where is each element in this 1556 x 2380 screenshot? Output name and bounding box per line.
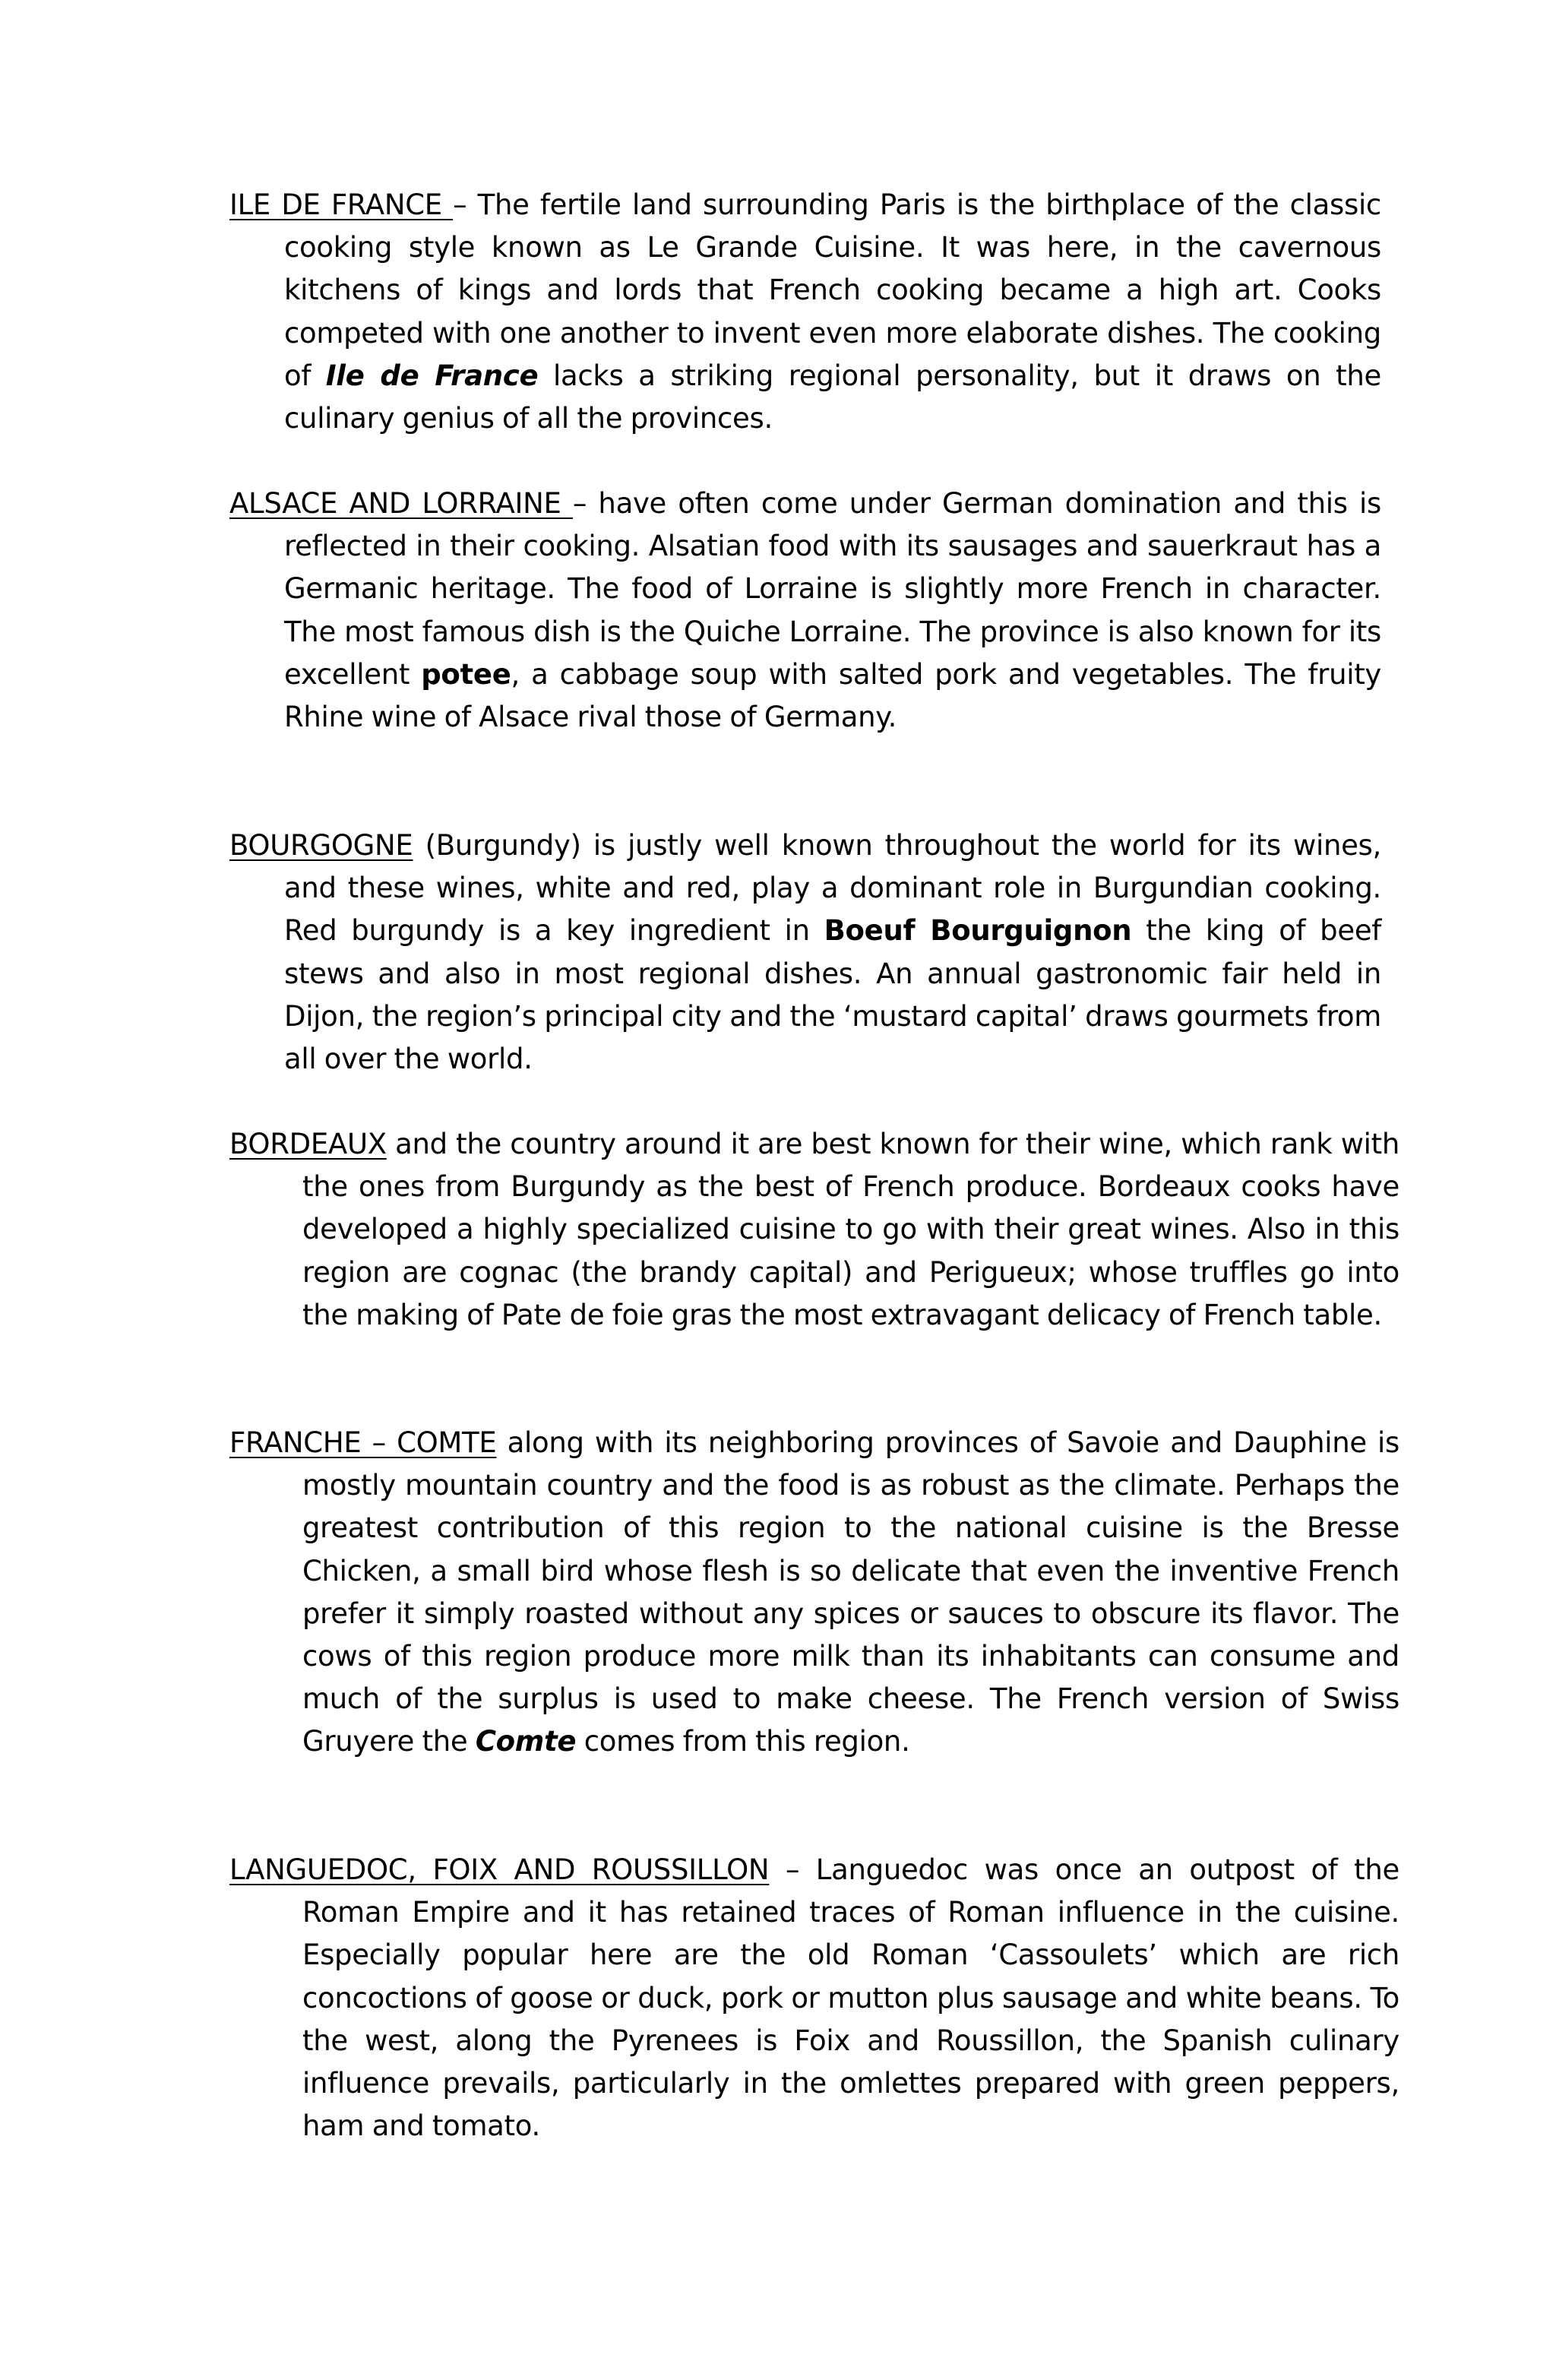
section-text: – Languedoc was once an outpost of the Roman Empire and it has retained traces of Roman influence in the cuisine. Especially popular here are the old Roman ‘Cassoulets’ which are rich concoctions of goose or duck, pork or mutton plus sausage and white beans. To the west, along the Pyrenees is Foix and Roussillon, the Spanish culinary influence prevails, particularly in the omlettes prepared with green peppers, ham and tomato. — [302, 1853, 1399, 2143]
section-heading: LANGUEDOC, FOIX AND ROUSSILLON — [229, 1853, 770, 1886]
section-text: comes from this region. — [576, 1725, 910, 1758]
section-heading: BOURGOGNE — [229, 829, 413, 862]
section-emphasis: Comte — [475, 1725, 577, 1758]
section-heading: ILE DE FRANCE — [229, 188, 454, 221]
section-bordeaux — [229, 1123, 1399, 1337]
section-text: (Burgundy) is justly well known throughout the world for its wines, and these wines, white and red, play a dominant role in Burgundian cooking. Red burgundy is a key ingredient in — [284, 829, 1381, 948]
section-heading: BORDEAUX — [229, 1128, 387, 1160]
section-emphasis: potee — [421, 657, 511, 691]
section-text: – The fertile land surrounding Paris is the birthplace of the classic cooking style known as Le Grande Cuisine. It was here, in the cavernous kitchens of kings and lords that French cooking became a high art. Cooks competed with one another to invent even more elaborate dishes. The cooking of — [284, 188, 1381, 392]
section-text: and the country around it are best known for their wine, which rank with the ones from Burgundy as the best of French produce. Bordeaux cooks have developed a highly specialized cuisine to go with their great wines. Also in this region are cognac (the brandy capital) and Perigueux; whose truffles go into the making of Pate de foie gras the most extravagant delicacy of French table. — [302, 1128, 1399, 1331]
section-bourgogne — [229, 824, 1381, 1081]
section-text: lacks a striking regional personality, but it draws on the culinary genius of all the provinces. — [284, 359, 1381, 435]
section-text: – have often come under German domination and this is reflected in their cooking. Alsatian food with its sausages and sauerkraut has a Germanic heritage. The food of Lorraine is slightly more French in character. The most famous dish is the Quiche Lorraine. The province is also known for its excellent — [284, 487, 1382, 691]
section-emphasis: Boeuf Bourguignon — [824, 914, 1132, 948]
section-emphasis: Ile de France — [325, 359, 539, 392]
section-text: , a cabbage soup with salted pork and vegetables. The fruity Rhine wine of Alsace rival those of Germany. — [284, 657, 1382, 734]
section-franche-comte — [229, 1422, 1399, 1764]
section-heading: FRANCHE – COMTE — [229, 1426, 497, 1459]
section-heading: ALSACE AND LORRAINE — [229, 487, 573, 520]
section-ile-de-france — [229, 184, 1381, 440]
section-text: along with its neighboring provinces of Savoie and Dauphine is mostly mountain country and the food is as robust as the climate. Perhaps the greatest contribution of this region to the national cuisine is the Bresse Chicken, a small bird whose flesh is so delicate that even the inventive French prefer it simply roasted without any spices or sauces to obscure its flavor. The cows of this region produce more milk than its inhabitants can consume and much of the surplus is used to make cheese. The French version of Swiss Gruyere the — [302, 1426, 1399, 1758]
section-alsace-lorraine — [229, 483, 1381, 739]
section-text: the king of beef stews and also in most regional dishes. An annual gastronomic fair held in Dijon, the region’s principal city and the ‘mustard capital’ draws gourmets from all over the world. — [284, 914, 1382, 1076]
section-languedoc — [229, 1849, 1399, 2147]
